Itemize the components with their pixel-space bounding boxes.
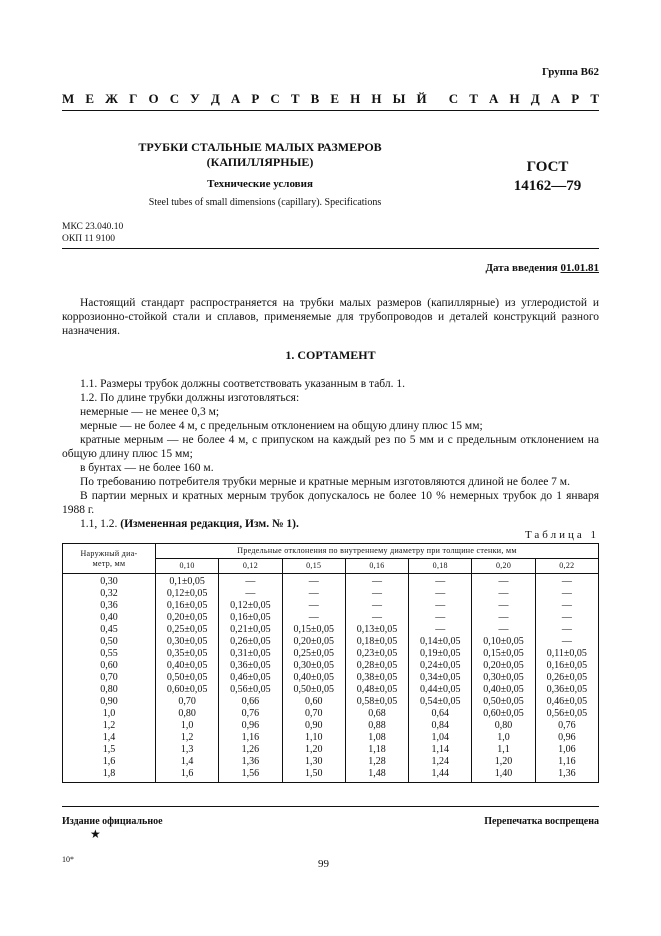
- tolerance-cell: 0,46±0,05: [219, 672, 282, 684]
- outer-diameter-cell: 0,45: [63, 624, 156, 636]
- tolerance-cell: —: [409, 588, 472, 600]
- length-multiple: кратные мерным — не более 4 м, с припуском на каждый рез по 5 мм и с предельным отклонением на общую длину плюс 15 мм;: [62, 434, 599, 460]
- interstate-standard-heading: [62, 91, 599, 107]
- interstate-letter: Д: [530, 91, 540, 106]
- tolerance-cell: 0,58±0,05: [345, 696, 408, 708]
- table-row: [63, 708, 599, 720]
- amendment-clauses: 1.1, 1.2.: [80, 518, 118, 530]
- tolerance-cell: 0,56±0,05: [535, 708, 598, 720]
- tolerance-cell: 1,36: [535, 768, 598, 783]
- tolerance-cell: —: [345, 588, 408, 600]
- batch-clause: В партии мерных и кратных мерным трубок допускалось не более 10 % немерных трубок до 1 января 1988 г.: [62, 490, 599, 516]
- tolerance-cell: —: [535, 588, 598, 600]
- interstate-letter: О: [148, 91, 159, 106]
- wall-thickness-header: 0,20: [472, 559, 535, 574]
- tolerance-cell: 0,50±0,05: [472, 696, 535, 708]
- tolerance-cell: 1,16: [535, 756, 598, 768]
- interstate-letter: Ы: [392, 91, 406, 106]
- tolerance-cell: 0,66: [219, 696, 282, 708]
- tolerance-cell: 0,88: [345, 720, 408, 732]
- wall-thickness-header: 0,22: [535, 559, 598, 574]
- tolerance-cell: 1,30: [282, 756, 345, 768]
- tolerance-cell: 0,26±0,05: [219, 636, 282, 648]
- tolerance-cell: 0,38±0,05: [345, 672, 408, 684]
- tolerance-cell: 0,10±0,05: [472, 636, 535, 648]
- tolerance-cell: —: [409, 600, 472, 612]
- tolerance-group-header: Предельные отклонения по внутреннему диаметру при толщине стенки, мм: [156, 544, 599, 559]
- tolerance-cell: 0,11±0,05: [535, 648, 598, 660]
- outer-diameter-cell: 0,32: [63, 588, 156, 600]
- tolerance-cell: —: [472, 600, 535, 612]
- tolerance-cell: 0,96: [219, 720, 282, 732]
- interstate-letter: С: [448, 91, 459, 106]
- clause-1-2: 1.2. По длине трубки должны изготовляться:: [80, 392, 300, 404]
- tolerance-cell: —: [535, 600, 598, 612]
- table-row: [63, 636, 599, 648]
- gost-number: [500, 158, 595, 196]
- tolerance-cell: —: [472, 588, 535, 600]
- tolerance-cell: 0,31±0,05: [219, 648, 282, 660]
- interstate-letter: С: [169, 91, 180, 106]
- gost-label: ГОСТ: [526, 159, 569, 175]
- tolerance-cell: —: [282, 574, 345, 589]
- length-unmeasured: немерные — не менее 0,3 м;: [80, 406, 220, 418]
- amendment-note: [62, 517, 599, 531]
- tolerance-cell: 0,25±0,05: [156, 624, 219, 636]
- effective-date: [485, 262, 599, 274]
- table-row: [63, 684, 599, 696]
- tolerance-cell: 0,80: [156, 708, 219, 720]
- interstate-letter: Т: [290, 91, 300, 106]
- tolerance-cell: 0,1±0,05: [156, 574, 219, 589]
- tolerance-cell: 0,13±0,05: [345, 624, 408, 636]
- tolerance-cell: 0,76: [219, 708, 282, 720]
- table-row: [63, 744, 599, 756]
- wall-thickness-header: 0,18: [409, 559, 472, 574]
- wall-thickness-header: 0,10: [156, 559, 219, 574]
- tolerance-cell: 0,24±0,05: [409, 660, 472, 672]
- interstate-letter: В: [310, 91, 320, 106]
- tolerance-cell: 1,2: [156, 732, 219, 744]
- tolerance-cell: 1,20: [282, 744, 345, 756]
- outer-diameter-cell: 0,90: [63, 696, 156, 708]
- tolerance-cell: 0,40±0,05: [282, 672, 345, 684]
- tolerance-cell: 1,18: [345, 744, 408, 756]
- classification-codes: [62, 221, 123, 245]
- tolerance-cell: 1,04: [409, 732, 472, 744]
- tolerance-cell: 1,48: [345, 768, 408, 783]
- tolerance-cell: —: [472, 612, 535, 624]
- tolerance-cell: 0,50±0,05: [156, 672, 219, 684]
- amendment-text: (Измененная редакция, Изм. № 1).: [120, 518, 299, 530]
- tolerance-cell: 1,3: [156, 744, 219, 756]
- interstate-letter: Р: [571, 91, 580, 106]
- tolerance-cell: 0,15±0,05: [282, 624, 345, 636]
- tolerance-cell: 0,18±0,05: [345, 636, 408, 648]
- interstate-letter: Н: [509, 91, 520, 106]
- tolerance-cell: 1,20: [472, 756, 535, 768]
- tolerance-cell: 0,36±0,05: [535, 684, 598, 696]
- outer-diameter-cell: 1,0: [63, 708, 156, 720]
- tolerance-cell: 0,23±0,05: [345, 648, 408, 660]
- table-row: [63, 732, 599, 744]
- tolerance-cell: 0,96: [535, 732, 598, 744]
- tolerance-cell: —: [282, 600, 345, 612]
- tolerance-cell: 1,16: [219, 732, 282, 744]
- table-row: [63, 756, 599, 768]
- tolerance-cell: 1,06: [535, 744, 598, 756]
- table-row: [63, 672, 599, 684]
- gost-code: 14162—79: [513, 178, 582, 194]
- tolerance-cell: 0,64: [409, 708, 472, 720]
- outer-diameter-cell: 0,30: [63, 574, 156, 589]
- interstate-letter: Е: [330, 91, 340, 106]
- outer-diameter-cell: 0,80: [63, 684, 156, 696]
- interstate-letter: Д: [210, 91, 220, 106]
- tolerance-cell: 0,36±0,05: [219, 660, 282, 672]
- tolerance-cell: 0,30±0,05: [472, 672, 535, 684]
- tolerance-cell: 1,50: [282, 768, 345, 783]
- tolerance-cell: 0,12±0,05: [219, 600, 282, 612]
- tolerance-cell: 0,70: [156, 696, 219, 708]
- clause-1-1: 1.1. Размеры трубок должны соответствовать указанным в табл. 1.: [80, 378, 405, 390]
- table-caption: Таблица 1: [524, 529, 599, 541]
- tolerance-cell: 1,28: [345, 756, 408, 768]
- tolerance-cell: 0,68: [345, 708, 408, 720]
- tolerance-cell: 1,26: [219, 744, 282, 756]
- tolerance-cell: —: [282, 588, 345, 600]
- group-code: Группа В62: [541, 66, 599, 78]
- tolerance-cell: 1,1: [472, 744, 535, 756]
- outer-diameter-cell: 0,70: [63, 672, 156, 684]
- tolerance-cell: 1,10: [282, 732, 345, 744]
- tolerance-cell: 0,14±0,05: [409, 636, 472, 648]
- tolerance-cell: 1,56: [219, 768, 282, 783]
- tolerance-cell: 0,30±0,05: [282, 660, 345, 672]
- official-edition: Издание официальное: [62, 816, 163, 827]
- tolerance-cell: 1,0: [472, 732, 535, 744]
- outer-diameter-cell: 1,4: [63, 732, 156, 744]
- interstate-letter: Ж: [105, 91, 118, 106]
- tolerance-cell: 0,12±0,05: [156, 588, 219, 600]
- wall-thickness-header: 0,12: [219, 559, 282, 574]
- title-line-1: ТРУБКИ СТАЛЬНЫЕ МАЛЫХ РАЗМЕРОВ: [138, 140, 382, 154]
- tolerance-cell: 0,40±0,05: [156, 660, 219, 672]
- tolerance-cell: —: [409, 624, 472, 636]
- tolerance-cell: 0,15±0,05: [472, 648, 535, 660]
- tolerance-cell: 0,20±0,05: [472, 660, 535, 672]
- tolerance-cell: —: [282, 612, 345, 624]
- tolerance-cell: 1,36: [219, 756, 282, 768]
- interstate-letter: Е: [85, 91, 95, 106]
- outer-diameter-cell: 1,8: [63, 768, 156, 783]
- tolerance-cell: —: [535, 574, 598, 589]
- tolerance-cell: 1,24: [409, 756, 472, 768]
- intro-paragraph: Настоящий стандарт распространяется на трубки малых размеров (капиллярные) из углеродистой и коррозионно-стойкой стали и сплавов, применяемые для трубопроводов и деталей конструкций разного назначения.: [62, 297, 599, 337]
- tolerance-cell: 0,16±0,05: [535, 660, 598, 672]
- interstate-letter: А: [550, 91, 561, 106]
- table-row: [63, 768, 599, 783]
- tolerance-cell: 0,54±0,05: [409, 696, 472, 708]
- interstate-letter: М: [62, 91, 75, 106]
- interstate-letter: Т: [590, 91, 599, 106]
- interstate-letter: Т: [469, 91, 478, 106]
- tolerance-cell: 1,6: [156, 768, 219, 783]
- tolerance-cell: 0,26±0,05: [535, 672, 598, 684]
- interstate-letter: Й: [416, 91, 427, 106]
- tolerance-cell: 0,25±0,05: [282, 648, 345, 660]
- wall-thickness-header: 0,15: [282, 559, 345, 574]
- tolerance-cell: 1,08: [345, 732, 408, 744]
- tolerance-cell: 0,16±0,05: [156, 600, 219, 612]
- table-row: [63, 660, 599, 672]
- table-row: [63, 696, 599, 708]
- tolerance-cell: —: [472, 624, 535, 636]
- outer-diameter-cell: 1,6: [63, 756, 156, 768]
- tolerance-cell: 0,35±0,05: [156, 648, 219, 660]
- title-line-2: (КАПИЛЛЯРНЫЕ): [206, 155, 314, 169]
- interstate-letter: А: [230, 91, 241, 106]
- tolerance-cell: 0,60: [282, 696, 345, 708]
- interstate-letter: Г: [129, 91, 138, 106]
- tolerance-cell: —: [345, 600, 408, 612]
- tolerance-cell: 1,4: [156, 756, 219, 768]
- page-number: 99: [318, 858, 329, 870]
- section-heading: 1. СОРТАМЕНТ: [285, 348, 376, 362]
- section-body: [62, 377, 599, 531]
- tolerance-cell: 0,21±0,05: [219, 624, 282, 636]
- star-icon: ★: [90, 827, 101, 841]
- table-row: [63, 588, 599, 600]
- tolerance-cell: 0,60±0,05: [156, 684, 219, 696]
- outer-diameter-cell: 0,60: [63, 660, 156, 672]
- outer-diameter-cell: 1,2: [63, 720, 156, 732]
- interstate-letter: А: [489, 91, 499, 106]
- table-row: [63, 624, 599, 636]
- tolerance-table: [62, 543, 599, 783]
- interstate-letter: С: [270, 91, 280, 106]
- tolerance-cell: 0,90: [282, 720, 345, 732]
- tolerance-cell: —: [409, 574, 472, 589]
- tolerance-cell: —: [345, 612, 408, 624]
- tolerance-cell: 0,48±0,05: [345, 684, 408, 696]
- tolerance-cell: 0,20±0,05: [156, 612, 219, 624]
- tolerance-cell: —: [345, 574, 408, 589]
- codes-rule: [62, 248, 599, 249]
- tolerance-cell: —: [472, 574, 535, 589]
- header-rule: [62, 110, 599, 111]
- table-row: [63, 612, 599, 624]
- tolerance-cell: 0,76: [535, 720, 598, 732]
- outer-diameter-header: Наружный диа- метр, мм: [63, 544, 156, 574]
- tolerance-cell: 0,84: [409, 720, 472, 732]
- interstate-letter: Н: [371, 91, 382, 106]
- tolerance-cell: 0,50±0,05: [282, 684, 345, 696]
- customer-request-clause: По требованию потребителя трубки мерные и кратные мерным изготовляются длиной не более 7 м.: [80, 476, 570, 488]
- tolerance-cell: 0,40±0,05: [472, 684, 535, 696]
- tolerance-cell: —: [535, 624, 598, 636]
- english-title: Steel tubes of small dimensions (capillary). Specifications: [148, 197, 382, 208]
- document-subtitle: Технические условия: [207, 178, 313, 190]
- table-body: [63, 574, 599, 783]
- document-title: [120, 140, 400, 170]
- table-row: [63, 720, 599, 732]
- print-code: 10*: [62, 855, 74, 864]
- tolerance-cell: 1,40: [472, 768, 535, 783]
- tolerance-cell: —: [409, 612, 472, 624]
- tolerance-cell: 0,16±0,05: [219, 612, 282, 624]
- tolerance-cell: 0,44±0,05: [409, 684, 472, 696]
- tolerance-cell: 0,80: [472, 720, 535, 732]
- effective-date-value: 01.01.81: [560, 262, 599, 274]
- table-row: [63, 574, 599, 589]
- tolerance-cell: 0,60±0,05: [472, 708, 535, 720]
- outer-diameter-cell: 0,36: [63, 600, 156, 612]
- outer-diameter-cell: 0,55: [63, 648, 156, 660]
- table-row: [63, 648, 599, 660]
- tolerance-cell: 1,44: [409, 768, 472, 783]
- tolerance-cell: 0,20±0,05: [282, 636, 345, 648]
- tolerance-cell: —: [535, 612, 598, 624]
- interstate-letter: Р: [251, 91, 260, 106]
- tolerance-cell: 0,70: [282, 708, 345, 720]
- interstate-letter: У: [190, 91, 200, 106]
- tolerance-cell: 0,28±0,05: [345, 660, 408, 672]
- table-row: [63, 600, 599, 612]
- tolerance-cell: 0,19±0,05: [409, 648, 472, 660]
- footer-rule: [62, 806, 599, 807]
- outer-diameter-cell: 0,50: [63, 636, 156, 648]
- tolerance-cell: 1,14: [409, 744, 472, 756]
- outer-diameter-cell: 0,40: [63, 612, 156, 624]
- interstate-letter: Н: [350, 91, 361, 106]
- tolerance-cell: —: [219, 574, 282, 589]
- length-coils: в бунтах — не более 160 м.: [80, 462, 214, 474]
- tolerance-cell: —: [535, 636, 598, 648]
- tolerance-cell: 1,0: [156, 720, 219, 732]
- tolerance-cell: 0,34±0,05: [409, 672, 472, 684]
- effective-date-label: Дата введения: [485, 262, 558, 274]
- mks-code: МКС 23.040.10: [62, 222, 124, 232]
- okp-code: ОКП 11 9100: [62, 234, 115, 244]
- length-measured: мерные — не более 4 м, с предельным отклонением на общую длину плюс 15 мм;: [80, 420, 483, 432]
- tolerance-cell: 0,46±0,05: [535, 696, 598, 708]
- tolerance-cell: 0,56±0,05: [219, 684, 282, 696]
- tolerance-cell: 0,30±0,05: [156, 636, 219, 648]
- wall-thickness-header: 0,16: [345, 559, 408, 574]
- outer-diameter-cell: 1,5: [63, 744, 156, 756]
- tolerance-cell: —: [219, 588, 282, 600]
- reprint-prohibited: Перепечатка воспрещена: [484, 816, 599, 827]
